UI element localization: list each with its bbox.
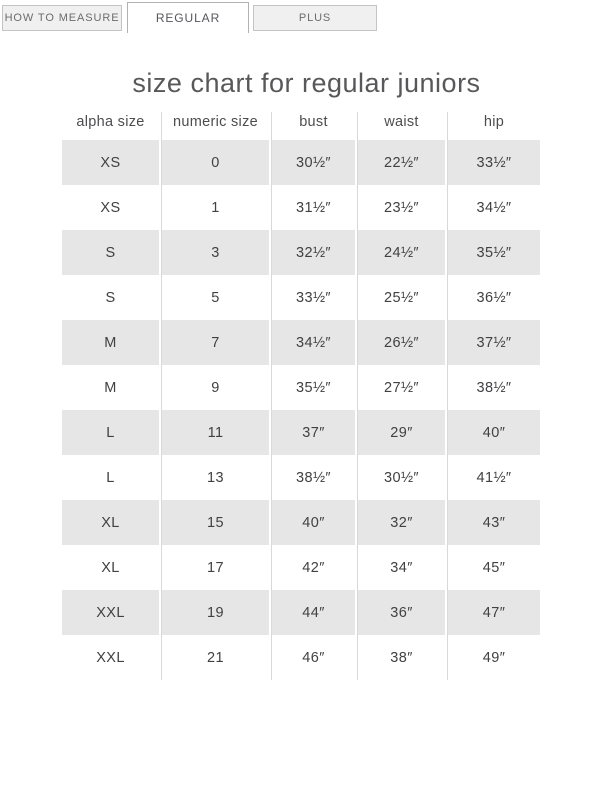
cell-hip: 43″: [447, 500, 540, 545]
tab-plus[interactable]: PLUS: [253, 5, 377, 31]
size-chart-body: [62, 140, 540, 680]
cell-alpha-size: S: [62, 230, 161, 275]
cell-bust: 38½″: [271, 455, 357, 500]
cell-waist: 22½″: [357, 140, 447, 185]
table-row: [62, 320, 540, 365]
cell-numeric-size: 3: [161, 230, 271, 275]
cell-bust: 30½″: [271, 140, 357, 185]
cell-bust: 32½″: [271, 230, 357, 275]
table-row: [62, 230, 540, 275]
cell-waist: 34″: [357, 545, 447, 590]
cell-alpha-size: M: [62, 365, 161, 410]
cell-hip: 33½″: [447, 140, 540, 185]
table-row: [62, 185, 540, 230]
header-row: [62, 112, 540, 140]
table-row: [62, 140, 540, 185]
cell-alpha-size: S: [62, 275, 161, 320]
cell-hip: 36½″: [447, 275, 540, 320]
cell-numeric-size: 15: [161, 500, 271, 545]
cell-numeric-size: 5: [161, 275, 271, 320]
cell-hip: 34½″: [447, 185, 540, 230]
cell-waist: 24½″: [357, 230, 447, 275]
cell-hip: 40″: [447, 410, 540, 455]
cell-alpha-size: M: [62, 320, 161, 365]
cell-alpha-size: L: [62, 455, 161, 500]
column-header-alpha-size: alpha size: [62, 112, 161, 140]
cell-numeric-size: 0: [161, 140, 271, 185]
cell-hip: 47″: [447, 590, 540, 635]
cell-waist: 30½″: [357, 455, 447, 500]
tab-how-to-measure[interactable]: HOW TO MEASURE: [2, 5, 122, 31]
cell-waist: 29″: [357, 410, 447, 455]
cell-numeric-size: 1: [161, 185, 271, 230]
cell-waist: 23½″: [357, 185, 447, 230]
cell-hip: 35½″: [447, 230, 540, 275]
column-header-waist: waist: [357, 112, 447, 140]
cell-hip: 37½″: [447, 320, 540, 365]
column-header-hip: hip: [447, 112, 540, 140]
cell-bust: 46″: [271, 635, 357, 680]
cell-waist: 38″: [357, 635, 447, 680]
cell-bust: 37″: [271, 410, 357, 455]
table-row: [62, 275, 540, 320]
cell-numeric-size: 19: [161, 590, 271, 635]
cell-hip: 41½″: [447, 455, 540, 500]
cell-bust: 34½″: [271, 320, 357, 365]
cell-waist: 27½″: [357, 365, 447, 410]
cell-alpha-size: L: [62, 410, 161, 455]
cell-hip: 38½″: [447, 365, 540, 410]
cell-bust: 35½″: [271, 365, 357, 410]
cell-hip: 49″: [447, 635, 540, 680]
cell-alpha-size: XS: [62, 185, 161, 230]
cell-numeric-size: 17: [161, 545, 271, 590]
column-header-numeric-size: numeric size: [161, 112, 271, 140]
cell-waist: 25½″: [357, 275, 447, 320]
cell-numeric-size: 9: [161, 365, 271, 410]
cell-numeric-size: 21: [161, 635, 271, 680]
column-header-bust: bust: [271, 112, 357, 140]
cell-hip: 45″: [447, 545, 540, 590]
cell-alpha-size: XL: [62, 500, 161, 545]
cell-bust: 40″: [271, 500, 357, 545]
size-chart-table: [62, 112, 540, 680]
page-title: size chart for regular juniors: [132, 68, 481, 98]
table-row: [62, 410, 540, 455]
cell-alpha-size: XXL: [62, 635, 161, 680]
table-row: [62, 500, 540, 545]
tab-bar: [0, 0, 613, 33]
cell-bust: 44″: [271, 590, 357, 635]
table-row: [62, 455, 540, 500]
cell-alpha-size: XL: [62, 545, 161, 590]
table-row: [62, 590, 540, 635]
cell-numeric-size: 13: [161, 455, 271, 500]
cell-numeric-size: 7: [161, 320, 271, 365]
tab-regular[interactable]: REGULAR: [127, 2, 249, 33]
cell-alpha-size: XXL: [62, 590, 161, 635]
table-row: [62, 545, 540, 590]
cell-waist: 36″: [357, 590, 447, 635]
table-row: [62, 635, 540, 680]
cell-bust: 42″: [271, 545, 357, 590]
cell-bust: 33½″: [271, 275, 357, 320]
cell-alpha-size: XS: [62, 140, 161, 185]
cell-waist: 32″: [357, 500, 447, 545]
cell-numeric-size: 11: [161, 410, 271, 455]
table-row: [62, 365, 540, 410]
cell-waist: 26½″: [357, 320, 447, 365]
cell-bust: 31½″: [271, 185, 357, 230]
